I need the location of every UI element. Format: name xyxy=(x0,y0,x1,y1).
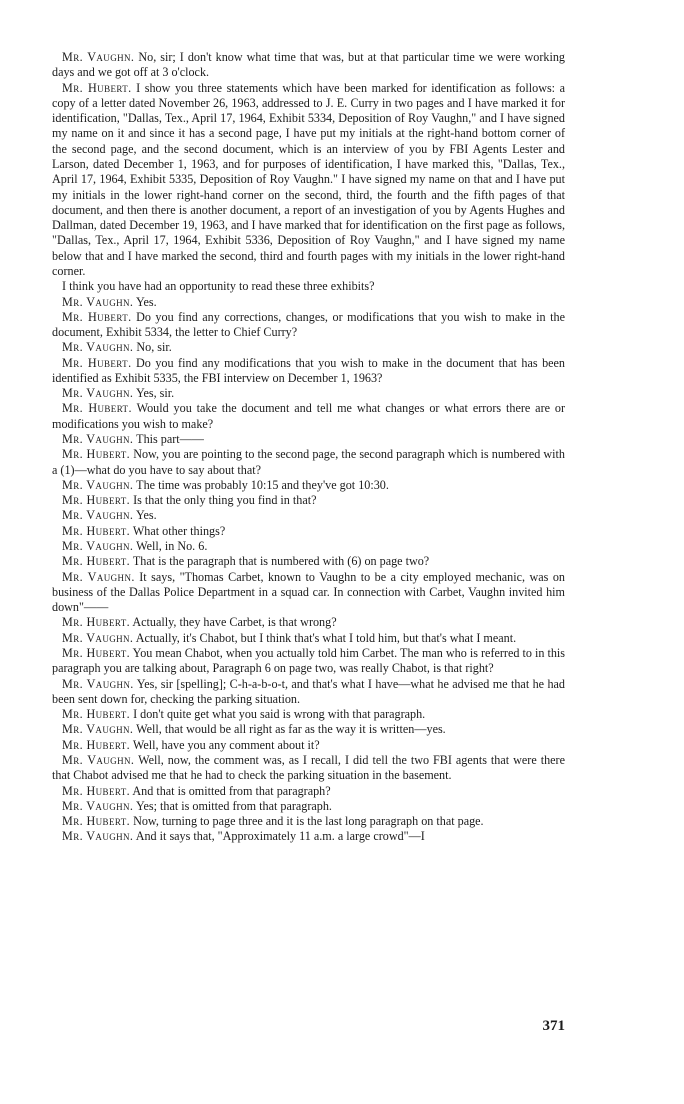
transcript-paragraph xyxy=(52,829,565,844)
speech-text: Well, that would be all right as far as the way it is written—yes. xyxy=(133,722,446,737)
transcript-paragraph xyxy=(52,631,565,646)
speech-text: And it says that, "Approximately 11 a.m. a large crowd"—I xyxy=(133,829,425,844)
transcript-paragraph xyxy=(52,799,565,814)
transcript-paragraph xyxy=(52,279,565,294)
transcript-paragraph xyxy=(52,432,565,447)
speaker-name: Mr. Hubert. xyxy=(62,737,131,752)
speech-text: You mean Chabot, when you actually told him Carbet. The man who is referred to in this paragraph you are talking about, Paragraph 6 on page two, was really Chabot, is that right? xyxy=(52,645,565,676)
speech-text: No, sir. xyxy=(133,340,172,355)
transcript-paragraph xyxy=(52,386,565,401)
speech-text: And that is omitted from that paragraph? xyxy=(130,783,331,798)
speech-text: No, sir; I don't know what time that was, but at that particular time we were working days and we got off at 3 o'clock. xyxy=(52,50,565,80)
transcript-paragraph xyxy=(52,524,565,539)
speech-text: Now, you are pointing to the second page, the second paragraph which is numbered with a (1)—what do you have to say about that? xyxy=(52,447,566,477)
speech-text: Would you take the document and tell me what changes or what errors there are or modifications you wish to make? xyxy=(52,401,566,431)
speaker-name: Mr. Hubert. xyxy=(62,814,131,829)
speaker-name: Mr. Vaughn. xyxy=(62,508,134,523)
speaker-name: Mr. Vaughn. xyxy=(62,722,134,737)
transcript-paragraph xyxy=(52,508,565,523)
transcript-paragraph xyxy=(52,310,565,341)
transcript-paragraph xyxy=(52,646,565,677)
transcript-paragraph xyxy=(52,493,565,508)
speaker-name: Mr. Vaughn. xyxy=(62,829,134,844)
speech-text: I don't quite get what you said is wrong with that paragraph. xyxy=(130,707,426,722)
speech-text: Well, now, the comment was, as I recall, I did tell the two FBI agents that were there that Chabot advised me that he had to check the parking situation in the basement. xyxy=(52,752,565,783)
speech-text: It says, "Thomas Carbet, known to Vaughn to be a city employed mechanic, was on business of the Dallas Police Department in a squad car. In connection with Carbet, Vaughn invited him down"—— xyxy=(52,569,565,615)
speaker-name: Mr. Vaughn. xyxy=(62,477,134,492)
speech-text: Is that the only thing you find in that? xyxy=(130,493,317,508)
transcript-paragraph xyxy=(52,539,565,554)
speaker-name: Mr. Hubert. xyxy=(62,707,131,722)
speaker-name: Mr. Vaughn. xyxy=(62,798,134,813)
transcript-paragraph xyxy=(52,570,565,616)
speech-text: Actually, they have Carbet, is that wrong? xyxy=(130,615,337,630)
speaker-name: Mr. Hubert. xyxy=(62,615,131,630)
speaker-name: Mr. Hubert. xyxy=(62,447,131,462)
transcript-paragraph xyxy=(52,707,565,722)
transcript-paragraph xyxy=(52,356,565,387)
speech-text: What other things? xyxy=(130,523,226,538)
speaker-name: Mr. Hubert. xyxy=(62,493,131,508)
transcript-paragraph xyxy=(52,677,565,708)
speech-text: Now, turning to page three and it is the last long paragraph on that page. xyxy=(130,814,484,829)
transcript-paragraph xyxy=(52,615,565,630)
speaker-name: Mr. Vaughn. xyxy=(62,432,134,447)
speaker-name: Mr. Vaughn. xyxy=(62,50,135,64)
speaker-name: Mr. Hubert. xyxy=(62,355,132,370)
speaker-name: Mr. Hubert. xyxy=(62,80,132,95)
transcript-paragraph xyxy=(52,554,565,569)
speech-text: Do you find any corrections, changes, or modifications that you wish to make in the document, Exhibit 5334, the letter to Chief Curry? xyxy=(52,309,565,340)
transcript-paragraph xyxy=(52,401,565,432)
speech-text: Well, in No. 6. xyxy=(133,539,208,553)
transcript-paragraph xyxy=(52,784,565,799)
speech-text: That is the paragraph that is numbered with (6) on page two? xyxy=(130,554,430,569)
speaker-name: Mr. Vaughn. xyxy=(62,539,134,553)
transcript-paragraph xyxy=(52,722,565,737)
speech-text: Do you find any modifications that you wish to make in the document that has been identified as Exhibit 5335, the FBI interview on December 1, 1963? xyxy=(52,355,565,385)
speech-text: The time was probably 10:15 and they've got 10:30. xyxy=(133,477,389,492)
transcript-paragraph xyxy=(52,295,565,310)
speech-text: Yes. xyxy=(133,508,157,523)
speaker-name: Mr. Vaughn. xyxy=(62,340,134,355)
speaker-name: Mr. Vaughn. xyxy=(62,630,134,645)
transcript-paragraph xyxy=(52,447,565,478)
speech-text: Yes, sir. xyxy=(133,386,175,401)
transcript-paragraph xyxy=(52,753,565,784)
speech-text: Actually, it's Chabot, but I think that's what I told him, but that's what I meant. xyxy=(133,630,517,645)
transcript-paragraph xyxy=(52,814,565,829)
speaker-name: Mr. Hubert. xyxy=(62,309,132,324)
speaker-name: Mr. Hubert. xyxy=(62,554,131,569)
speaker-name: Mr. Vaughn. xyxy=(62,386,134,401)
speech-text: This part—— xyxy=(133,432,204,447)
speaker-name: Mr. Hubert. xyxy=(62,523,131,538)
speech-text: I show you three statements which have been marked for identification as follows: a copy of a letter dated November 26, 1963, addressed to J. E. Curry in two pages and I have marked it for identification, "Dallas, Tex., April 17, 1964, Exhibit 5334, Deposition of Roy Vaughn," and I have signed my name on it and since it has a second page, I have put my initials at the right-hand bottom corner of the second page, and the second document, which is an interview of you by FBI Agents Lester and Larson, dated December 1, 1963, and for purposes of identification, I have marked this, "Dallas, Tex., April 17, 1964, Exhibit 5335, Deposition of Roy Vaughn." I have signed my name on that and I have put my initials in the lower right-hand corner on the second, third, the fourth and the fifth pages of that document, and then there is another document, a report of an investigation of you by Agents Hughes and Dallman, dated December 19, 1963, and I have marked that for identification on the first page as follows, "Dallas, Tex., April 17, 1964, Exhibit 5336, Deposition of Roy Vaughn," and I have signed my name below that and I have marked the second, third and fourth pages with my initials in the lower right-hand corner. xyxy=(52,80,566,278)
speech-text: Yes; that is omitted from that paragraph. xyxy=(133,798,332,813)
speaker-name: Mr. Hubert. xyxy=(62,401,132,416)
speech-text: Well, have you any comment about it? xyxy=(130,737,320,752)
speaker-name: Mr. Vaughn. xyxy=(62,569,135,584)
transcript-paragraph xyxy=(52,50,565,81)
transcript-paragraph xyxy=(52,478,565,493)
speech-text: Yes. xyxy=(133,294,157,309)
transcript-paragraph xyxy=(52,81,565,280)
speaker-name: Mr. Vaughn. xyxy=(62,294,134,309)
speaker-name: Mr. Vaughn. xyxy=(62,676,134,691)
transcript-paragraph xyxy=(52,738,565,753)
transcript-paragraph xyxy=(52,340,565,355)
page-number: 371 xyxy=(542,1018,565,1034)
speech-text: I think you have had an opportunity to read these three exhibits? xyxy=(62,279,375,294)
transcript-page xyxy=(52,50,565,845)
speaker-name: Mr. Hubert. xyxy=(62,783,131,798)
speaker-name: Mr. Vaughn. xyxy=(62,752,135,767)
speech-text: Yes, sir [spelling]; C-h-a-b-o-t, and that's what I have—what he advised me that he had been sent down for, checking the parking situation. xyxy=(52,676,566,706)
speaker-name: Mr. Hubert. xyxy=(62,645,131,660)
